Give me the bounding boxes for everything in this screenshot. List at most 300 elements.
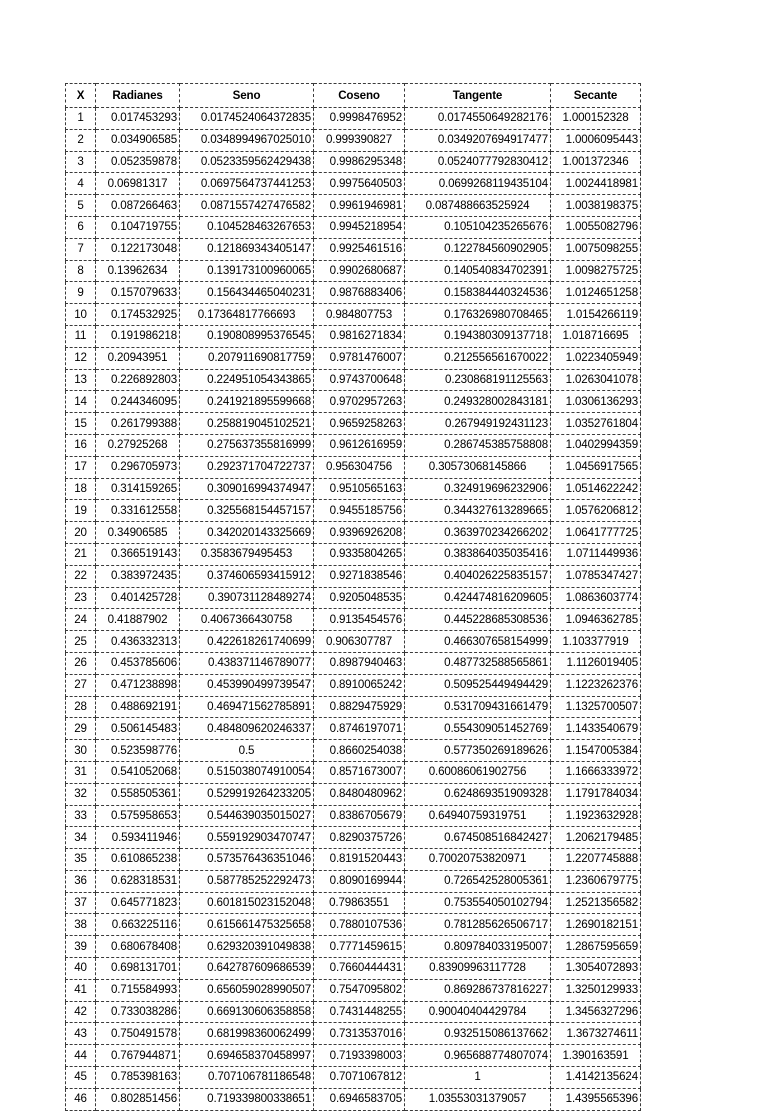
cell-coseno: 0.9925461516 [314,238,405,260]
cell-secante: 1.4395565396 [551,1088,641,1110]
cell-radianes: 0.104719755 [96,216,180,238]
cell-seno: 0.422618261740699 [180,631,314,653]
cell-seno: 0.453990499739547 [180,674,314,696]
cell-x: 18 [66,478,96,500]
cell-coseno: 0.9961946981 [314,195,405,217]
table-row [66,478,641,500]
table-row [66,522,641,544]
table-row [66,1045,641,1067]
cell-coseno: 0.9612616959 [314,434,405,456]
table-row [66,1088,641,1110]
table-row [66,391,641,413]
table-row [66,260,641,282]
cell-x: 43 [66,1023,96,1045]
cell-x: 7 [66,238,96,260]
cell-radianes: 0.506145483 [96,718,180,740]
cell-coseno: 0.7771459615 [314,936,405,958]
cell-x: 29 [66,718,96,740]
cell-seno: 0.707106781186548 [180,1067,314,1089]
cell-secante: 1.1433540679 [551,718,641,740]
cell-coseno: 0.7880107536 [314,914,405,936]
cell-tangente: 0.0699268119435104 [405,173,551,195]
cell-seno: 0.104528463267653 [180,216,314,238]
cell-seno: 0.469471562785891 [180,696,314,718]
cell-radianes: 0.401425728 [96,587,180,609]
cell-seno: 0.190808995376545 [180,325,314,347]
cell-coseno: 0.7313537016 [314,1023,405,1045]
cell-coseno: 0.8571673007 [314,761,405,783]
cell-tangente: 0.674508516842427 [405,827,551,849]
cell-coseno: 0.8386705679 [314,805,405,827]
cell-tangente: 0.509525449494429 [405,674,551,696]
cell-coseno: 0.8829475929 [314,696,405,718]
cell-seno: 0.669130606358858 [180,1001,314,1023]
cell-x: 27 [66,674,96,696]
cell-secante: 1.2360679775 [551,870,641,892]
table-row [66,979,641,1001]
cell-coseno: 0.984807753 [314,304,405,326]
cell-secante: 1.1223262376 [551,674,641,696]
cell-tangente: 0.212556561670022 [405,347,551,369]
cell-tangente: 0.70020753820971 [405,849,551,871]
cell-coseno: 0.9659258263 [314,413,405,435]
cell-secante: 1.0641777725 [551,522,641,544]
table-row [66,129,641,151]
cell-x: 42 [66,1001,96,1023]
cell-seno: 0.309016994374947 [180,478,314,500]
cell-tangente: 0.554309051452769 [405,718,551,740]
cell-seno: 0.0871557427476582 [180,195,314,217]
cell-radianes: 0.488692191 [96,696,180,718]
cell-x: 21 [66,543,96,565]
cell-coseno: 0.7071067812 [314,1067,405,1089]
cell-secante: 1.103377919 [551,631,641,653]
cell-secante: 1.0306136293 [551,391,641,413]
cell-radianes: 0.663225116 [96,914,180,936]
cell-tangente: 0.726542528005361 [405,870,551,892]
cell-seno: 0.515038074910054 [180,761,314,783]
cell-x: 14 [66,391,96,413]
cell-radianes: 0.261799388 [96,413,180,435]
cell-radianes: 0.226892803 [96,369,180,391]
cell-secante: 1.1126019405 [551,652,641,674]
cell-coseno: 0.956304756 [314,456,405,478]
table-row [66,347,641,369]
cell-coseno: 0.9975640503 [314,173,405,195]
table-row [66,369,641,391]
cell-radianes: 0.541052068 [96,761,180,783]
cell-coseno: 0.9945218954 [314,216,405,238]
cell-seno: 0.241921895599668 [180,391,314,413]
cell-seno: 0.207911690817759 [180,347,314,369]
cell-x: 45 [66,1067,96,1089]
cell-tangente: 0.286745385758808 [405,434,551,456]
table-row [66,413,641,435]
table-row [66,718,641,740]
cell-coseno: 0.7431448255 [314,1001,405,1023]
cell-seno: 0.5 [180,740,314,762]
cell-x: 41 [66,979,96,1001]
cell-radianes: 0.610865238 [96,849,180,871]
cell-secante: 1.2867595659 [551,936,641,958]
cell-x: 22 [66,565,96,587]
cell-tangente: 0.105104235265676 [405,216,551,238]
cell-seno: 0.342020143325669 [180,522,314,544]
table-row [66,195,641,217]
cell-seno: 0.374606593415912 [180,565,314,587]
cell-radianes: 0.314159265 [96,478,180,500]
cell-tangente: 0.344327613289665 [405,500,551,522]
table-row [66,173,641,195]
cell-secante: 1.2521356582 [551,892,641,914]
cell-coseno: 0.9702957263 [314,391,405,413]
cell-radianes: 0.20943951 [96,347,180,369]
table-row [66,805,641,827]
cell-x: 32 [66,783,96,805]
cell-secante: 1.0006095443 [551,129,641,151]
cell-radianes: 0.558505361 [96,783,180,805]
cell-seno: 0.601815023152048 [180,892,314,914]
cell-x: 44 [66,1045,96,1067]
cell-radianes: 0.366519143 [96,543,180,565]
header-coseno: Coseno [314,84,405,108]
cell-x: 25 [66,631,96,653]
header-row [66,84,641,108]
table-row [66,914,641,936]
cell-seno: 0.656059028990507 [180,979,314,1001]
cell-seno: 0.156434465040231 [180,282,314,304]
header-tangente: Tangente [405,84,551,108]
cell-x: 28 [66,696,96,718]
cell-x: 1 [66,108,96,130]
cell-coseno: 0.9816271834 [314,325,405,347]
cell-secante: 1.3250129933 [551,979,641,1001]
cell-secante: 1.0456917565 [551,456,641,478]
cell-tangente: 0.781285626506717 [405,914,551,936]
cell-tangente: 0.230868191125563 [405,369,551,391]
cell-tangente: 0.176326980708465 [405,304,551,326]
cell-coseno: 0.8290375726 [314,827,405,849]
cell-tangente: 0.087488663525924 [405,195,551,217]
cell-x: 26 [66,652,96,674]
cell-tangente: 0.83909963117728 [405,958,551,980]
cell-coseno: 0.9998476952 [314,108,405,130]
cell-seno: 0.681998360062499 [180,1023,314,1045]
cell-radianes: 0.122173048 [96,238,180,260]
cell-seno: 0.544639035015027 [180,805,314,827]
cell-coseno: 0.9455185756 [314,500,405,522]
cell-seno: 0.694658370458997 [180,1045,314,1067]
cell-coseno: 0.9986295348 [314,151,405,173]
cell-seno: 0.529919264233205 [180,783,314,805]
table-row [66,783,641,805]
cell-x: 20 [66,522,96,544]
table-row [66,936,641,958]
cell-secante: 1.0075098255 [551,238,641,260]
cell-coseno: 0.7660444431 [314,958,405,980]
header-seno: Seno [180,84,314,108]
cell-x: 9 [66,282,96,304]
table-row [66,216,641,238]
table-row [66,108,641,130]
cell-seno: 0.587785252292473 [180,870,314,892]
cell-secante: 1.0402994359 [551,434,641,456]
cell-x: 38 [66,914,96,936]
cell-x: 2 [66,129,96,151]
cell-secante: 1.000152328 [551,108,641,130]
cell-coseno: 0.9396926208 [314,522,405,544]
cell-radianes: 0.191986218 [96,325,180,347]
cell-secante: 1.2207745888 [551,849,641,871]
cell-radianes: 0.750491578 [96,1023,180,1045]
cell-x: 36 [66,870,96,892]
table-row [66,870,641,892]
cell-tangente: 0.487732588565861 [405,652,551,674]
cell-coseno: 0.906307787 [314,631,405,653]
table-row [66,1001,641,1023]
cell-seno: 0.573576436351046 [180,849,314,871]
cell-coseno: 0.8746197071 [314,718,405,740]
cell-tangente: 0.60086061902756 [405,761,551,783]
cell-x: 30 [66,740,96,762]
cell-seno: 0.719339800338651 [180,1088,314,1110]
cell-coseno: 0.9876883406 [314,282,405,304]
cell-x: 31 [66,761,96,783]
cell-tangente: 0.809784033195007 [405,936,551,958]
table-row [66,565,641,587]
cell-radianes: 0.052359878 [96,151,180,173]
table-row [66,238,641,260]
cell-secante: 1.0785347427 [551,565,641,587]
cell-x: 6 [66,216,96,238]
cell-coseno: 0.9205048535 [314,587,405,609]
cell-seno: 0.390731128489274 [180,587,314,609]
cell-seno: 0.0697564737441253 [180,173,314,195]
cell-tangente: 0.466307658154999 [405,631,551,653]
cell-secante: 1.3054072893 [551,958,641,980]
cell-x: 4 [66,173,96,195]
table-row [66,434,641,456]
table-row [66,740,641,762]
cell-coseno: 0.8987940463 [314,652,405,674]
table-row [66,892,641,914]
cell-seno: 0.559192903470747 [180,827,314,849]
cell-x: 10 [66,304,96,326]
cell-secante: 1.0863603774 [551,587,641,609]
cell-x: 15 [66,413,96,435]
cell-x: 46 [66,1088,96,1110]
cell-radianes: 0.715584993 [96,979,180,1001]
cell-tangente: 0.90040404429784 [405,1001,551,1023]
cell-radianes: 0.13962634 [96,260,180,282]
cell-coseno: 0.8910065242 [314,674,405,696]
cell-seno: 0.3583679495453 [180,543,314,565]
cell-seno: 0.139173100960065 [180,260,314,282]
cell-tangente: 1.03553031379057 [405,1088,551,1110]
cell-tangente: 0.965688774807074 [405,1045,551,1067]
cell-tangente: 0.140540834702391 [405,260,551,282]
table-row [66,1067,641,1089]
cell-radianes: 0.174532925 [96,304,180,326]
cell-radianes: 0.575958653 [96,805,180,827]
cell-secante: 1.0124651258 [551,282,641,304]
cell-seno: 0.615661475325658 [180,914,314,936]
cell-x: 23 [66,587,96,609]
cell-seno: 0.0523359562429438 [180,151,314,173]
cell-radianes: 0.733038286 [96,1001,180,1023]
table-row [66,587,641,609]
cell-coseno: 0.9743700648 [314,369,405,391]
cell-secante: 1.390163591 [551,1045,641,1067]
cell-coseno: 0.8660254038 [314,740,405,762]
table-row [66,849,641,871]
cell-coseno: 0.7193398003 [314,1045,405,1067]
table-row [66,696,641,718]
table-row [66,674,641,696]
cell-tangente: 0.249328002843181 [405,391,551,413]
cell-tangente: 0.0174550649282176 [405,108,551,130]
cell-seno: 0.484809620246337 [180,718,314,740]
cell-coseno: 0.8480480962 [314,783,405,805]
cell-x: 5 [66,195,96,217]
cell-tangente: 0.158384440324536 [405,282,551,304]
cell-secante: 1.2062179485 [551,827,641,849]
table-row [66,761,641,783]
header-x: X [66,84,96,108]
cell-seno: 0.629320391049838 [180,936,314,958]
cell-secante: 1.1791784034 [551,783,641,805]
table-row [66,609,641,631]
table-row [66,543,641,565]
cell-tangente: 0.445228685308536 [405,609,551,631]
cell-tangente: 0.267949192431123 [405,413,551,435]
cell-seno: 0.258819045102521 [180,413,314,435]
cell-coseno: 0.8191520443 [314,849,405,871]
cell-tangente: 0.424474816209605 [405,587,551,609]
trig-table [65,83,641,1111]
table-row [66,325,641,347]
cell-tangente: 0.531709431661479 [405,696,551,718]
cell-radianes: 0.41887902 [96,609,180,631]
cell-seno: 0.642787609686539 [180,958,314,980]
cell-secante: 1.0352761804 [551,413,641,435]
cell-tangente: 0.932515086137662 [405,1023,551,1045]
table-row [66,652,641,674]
cell-seno: 0.438371146789077 [180,652,314,674]
cell-x: 17 [66,456,96,478]
cell-radianes: 0.698131701 [96,958,180,980]
cell-radianes: 0.017453293 [96,108,180,130]
cell-radianes: 0.471238898 [96,674,180,696]
cell-tangente: 0.383864035035416 [405,543,551,565]
cell-radianes: 0.244346095 [96,391,180,413]
cell-secante: 1.001372346 [551,151,641,173]
cell-radianes: 0.523598776 [96,740,180,762]
cell-radianes: 0.767944871 [96,1045,180,1067]
cell-x: 12 [66,347,96,369]
cell-coseno: 0.9781476007 [314,347,405,369]
cell-x: 40 [66,958,96,980]
cell-seno: 0.0348994967025010 [180,129,314,151]
cell-secante: 1.4142135624 [551,1067,641,1089]
cell-tangente: 1 [405,1067,551,1089]
cell-radianes: 0.157079633 [96,282,180,304]
cell-coseno: 0.9510565163 [314,478,405,500]
header-secante: Secante [551,84,641,108]
cell-radianes: 0.383972435 [96,565,180,587]
cell-seno: 0.292371704722737 [180,456,314,478]
cell-secante: 1.0576206812 [551,500,641,522]
cell-tangente: 0.404026225835157 [405,565,551,587]
cell-radianes: 0.331612558 [96,500,180,522]
cell-radianes: 0.593411946 [96,827,180,849]
cell-seno: 0.224951054343865 [180,369,314,391]
spreadsheet-page [65,83,641,1111]
cell-seno: 0.325568154457157 [180,500,314,522]
cell-secante: 1.0024418981 [551,173,641,195]
cell-tangente: 0.324919696232906 [405,478,551,500]
cell-radianes: 0.785398163 [96,1067,180,1089]
cell-radianes: 0.034906585 [96,129,180,151]
cell-x: 34 [66,827,96,849]
cell-radianes: 0.645771823 [96,892,180,914]
cell-coseno: 0.999390827 [314,129,405,151]
cell-seno: 0.17364817766693 [180,304,314,326]
cell-tangente: 0.869286737816227 [405,979,551,1001]
cell-tangente: 0.64940759319751 [405,805,551,827]
cell-radianes: 0.453785606 [96,652,180,674]
cell-secante: 1.0055082796 [551,216,641,238]
cell-coseno: 0.79863551 [314,892,405,914]
cell-radianes: 0.436332313 [96,631,180,653]
cell-coseno: 0.6946583705 [314,1088,405,1110]
cell-coseno: 0.7547095802 [314,979,405,1001]
cell-tangente: 0.0524077792830412 [405,151,551,173]
cell-x: 11 [66,325,96,347]
cell-coseno: 0.9135454576 [314,609,405,631]
cell-x: 39 [66,936,96,958]
table-row [66,282,641,304]
cell-x: 24 [66,609,96,631]
cell-tangente: 0.30573068145866 [405,456,551,478]
table-row [66,151,641,173]
cell-secante: 1.0223405949 [551,347,641,369]
table-row [66,631,641,653]
cell-tangente: 0.624869351909328 [405,783,551,805]
cell-tangente: 0.122784560902905 [405,238,551,260]
cell-radianes: 0.680678408 [96,936,180,958]
cell-secante: 1.0038198375 [551,195,641,217]
table-row [66,500,641,522]
cell-secante: 1.0154266119 [551,304,641,326]
cell-secante: 1.0946362785 [551,609,641,631]
cell-tangente: 0.753554050102794 [405,892,551,914]
cell-coseno: 0.9902680687 [314,260,405,282]
cell-secante: 1.1666333972 [551,761,641,783]
cell-radianes: 0.628318531 [96,870,180,892]
cell-radianes: 0.087266463 [96,195,180,217]
cell-x: 33 [66,805,96,827]
cell-radianes: 0.802851456 [96,1088,180,1110]
cell-x: 35 [66,849,96,871]
table-row [66,1023,641,1045]
cell-radianes: 0.296705973 [96,456,180,478]
cell-tangente: 0.577350269189626 [405,740,551,762]
cell-x: 19 [66,500,96,522]
cell-secante: 1.0711449936 [551,543,641,565]
table-row [66,958,641,980]
cell-secante: 1.0514622242 [551,478,641,500]
